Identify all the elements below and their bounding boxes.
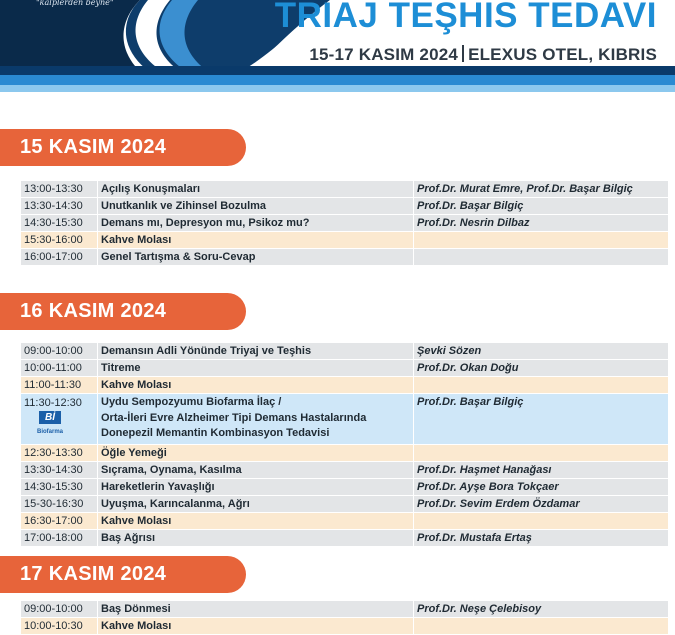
session-time: 17:00-18:00	[21, 530, 97, 546]
session-speaker: Prof.Dr. Murat Emre, Prof.Dr. Başar Bilgiç	[414, 181, 668, 197]
session-time: 13:30-14:30	[21, 462, 97, 478]
table-row	[21, 377, 668, 393]
session-title: Kahve Molası	[98, 377, 413, 393]
session-speaker: Prof.Dr. Ayşe Bora Tokçaer	[414, 479, 668, 495]
session-title: Sıçrama, Oynama, Kasılma	[98, 462, 413, 478]
session-time-text: 11:30-12:30	[24, 397, 82, 409]
schedule-day-15	[21, 181, 668, 266]
session-time: 14:30-15:30	[21, 215, 97, 231]
session-title: Genel Tartışma & Soru-Cevap	[98, 249, 413, 265]
session-speaker: Prof.Dr. Başar Bilgiç	[414, 394, 668, 444]
tagline: "kalplerden beyne"	[36, 0, 114, 7]
biofarma-logo-text: Biofarma	[36, 429, 63, 435]
session-title: Kahve Molası	[98, 618, 413, 634]
session-time: 16:30-17:00	[21, 513, 97, 529]
table-row	[21, 496, 668, 512]
session-title	[98, 394, 413, 444]
table-row	[21, 181, 668, 197]
table-row	[21, 445, 668, 461]
session-title-line: Orta-İleri Evre Alzheimer Tipi Demans Hastalarında	[101, 411, 367, 424]
session-speaker	[414, 618, 668, 634]
schedule-day-16	[21, 343, 668, 547]
session-speaker: Prof.Dr. Nesrin Dilbaz	[414, 215, 668, 231]
session-speaker: Prof.Dr. Neşe Çelebisoy	[414, 601, 668, 617]
session-title: Demansın Adli Yönünde Triyaj ve Teşhis	[98, 343, 413, 359]
session-speaker	[414, 232, 668, 248]
table-row	[21, 360, 668, 376]
event-subtitle	[309, 45, 657, 65]
session-time: 14:30-15:30	[21, 479, 97, 495]
session-title: Uyuşma, Karıncalanma, Ağrı	[98, 496, 413, 512]
session-time: 15-30-16:30	[21, 496, 97, 512]
day-header-16: 16 KASIM 2024	[0, 293, 246, 330]
session-speaker: Prof.Dr. Okan Doğu	[414, 360, 668, 376]
day-header-17: 17 KASIM 2024	[0, 556, 246, 593]
event-venue: ELEXUS OTEL, KIBRIS	[468, 45, 657, 64]
session-title: Açılış Konuşmaları	[98, 181, 413, 197]
session-speaker	[414, 377, 668, 393]
session-time: 16:00-17:00	[21, 249, 97, 265]
session-speaker: Prof.Dr. Başar Bilgiç	[414, 198, 668, 214]
event-title: TRIAJ TEŞHIS TEDAVI	[274, 0, 657, 35]
table-row	[21, 198, 668, 214]
session-title: Baş Ağrısı	[98, 530, 413, 546]
day-header-15: 15 KASIM 2024	[0, 129, 246, 166]
session-speaker: Prof.Dr. Haşmet Hanağası	[414, 462, 668, 478]
session-time: 15:30-16:00	[21, 232, 97, 248]
session-time: 11:00-11:30	[21, 377, 97, 393]
table-row	[21, 479, 668, 495]
session-time	[21, 394, 97, 444]
table-row	[21, 343, 668, 359]
session-time: 13:30-14:30	[21, 198, 97, 214]
session-speaker	[414, 445, 668, 461]
subtitle-divider	[462, 45, 464, 62]
session-title: Hareketlerin Yavaşlığı	[98, 479, 413, 495]
event-header	[0, 0, 675, 95]
session-speaker: Şevki Sözen	[414, 343, 668, 359]
table-row-symposium	[21, 394, 668, 444]
session-title: Öğle Yemeği	[98, 445, 413, 461]
session-title-line: Donepezil Memantin Kombinasyon Tedavisi	[101, 427, 330, 439]
event-date: 15-17 KASIM 2024	[309, 45, 459, 64]
table-row	[21, 513, 668, 529]
session-time: 09:00-10:00	[21, 343, 97, 359]
session-speaker	[414, 249, 668, 265]
session-title-line: Uydu Sempozyumu Biofarma İlaç /	[101, 396, 282, 408]
session-title: Kahve Molası	[98, 232, 413, 248]
session-title: Titreme	[98, 360, 413, 376]
session-time: 13:00-13:30	[21, 181, 97, 197]
session-time: 12:30-13:30	[21, 445, 97, 461]
table-row	[21, 462, 668, 478]
session-time: 10:00-11:00	[21, 360, 97, 376]
biofarma-logo-mark: Bİ	[39, 411, 61, 424]
table-row	[21, 530, 668, 546]
table-row	[21, 249, 668, 265]
session-title: Demans mı, Depresyon mu, Psikoz mu?	[98, 215, 413, 231]
session-title: Baş Dönmesi	[98, 601, 413, 617]
session-time: 10:00-10:30	[21, 618, 97, 634]
biofarma-logo	[32, 411, 68, 439]
session-title: Kahve Molası	[98, 513, 413, 529]
table-row	[21, 215, 668, 231]
table-row	[21, 618, 668, 634]
schedule-day-17	[21, 601, 668, 635]
table-row	[21, 232, 668, 248]
session-time: 09:00-10:00	[21, 601, 97, 617]
session-speaker	[414, 513, 668, 529]
session-speaker: Prof.Dr. Sevim Erdem Özdamar	[414, 496, 668, 512]
session-speaker: Prof.Dr. Mustafa Ertaş	[414, 530, 668, 546]
session-title: Unutkanlık ve Zihinsel Bozulma	[98, 198, 413, 214]
table-row	[21, 601, 668, 617]
